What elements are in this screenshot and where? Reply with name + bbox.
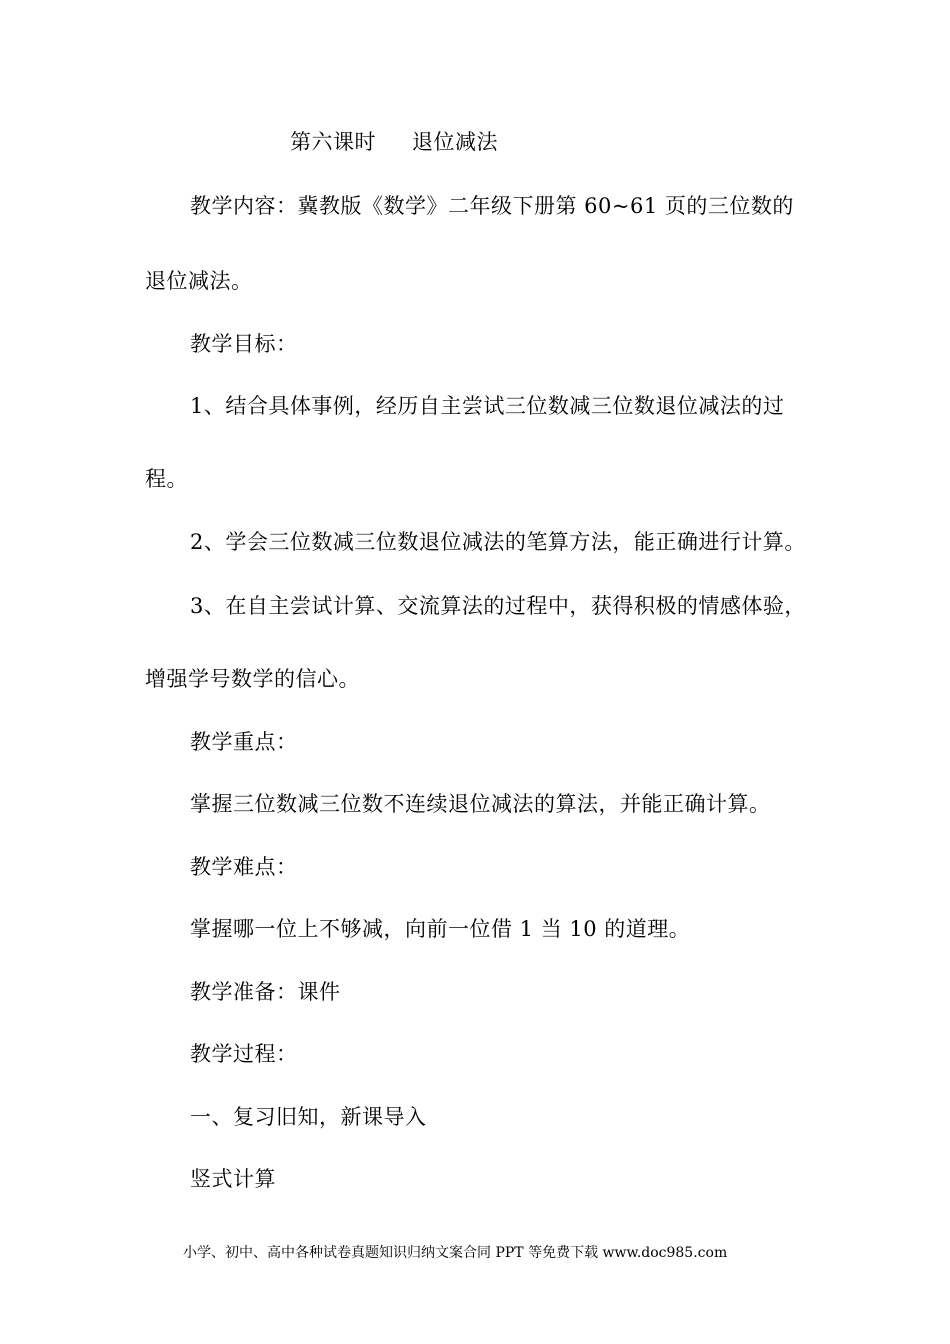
heading-difficulties: 教学难点： [190, 855, 298, 879]
paragraph-content-cont: 退位减法。 [145, 269, 253, 293]
section-1-heading: 一、复习旧知，新课导入 [190, 1105, 427, 1129]
objective-1: 1、结合具体事例，经历自主尝试三位数减三位数退位减法的过 [190, 394, 785, 418]
lesson-number: 第六课时 [290, 130, 376, 154]
heading-process: 教学过程： [190, 1042, 298, 1066]
lesson-topic: 退位减法 [412, 130, 498, 154]
page-footer: 小学、初中、高中各种试卷真题知识归纳文案合同 PPT 等免费下载 www.doc985.com [183, 1245, 728, 1261]
preparation-text: 教学准备：课件 [190, 980, 341, 1004]
vertical-calc-heading: 竖式计算 [190, 1167, 276, 1191]
heading-key-points: 教学重点： [190, 730, 298, 754]
difficulty-text: 掌握哪一位上不够减，向前一位借 1 当 10 的道理。 [190, 917, 691, 941]
objective-3-cont: 增强学号数学的信心。 [145, 667, 360, 691]
key-point-text: 掌握三位数减三位数不连续退位减法的算法，并能正确计算。 [190, 792, 771, 816]
objective-3: 3、在自主尝试计算、交流算法的过程中，获得积极的情感体验， [190, 594, 806, 618]
objective-2: 2、学会三位数减三位数退位减法的笔算方法，能正确进行计算。 [190, 530, 806, 554]
page-title [290, 128, 498, 156]
heading-objectives: 教学目标： [190, 332, 298, 356]
paragraph-content: 教学内容：冀教版《数学》二年级下册第 60~61 页的三位数的 [190, 194, 794, 218]
objective-1-cont: 程。 [145, 467, 188, 491]
